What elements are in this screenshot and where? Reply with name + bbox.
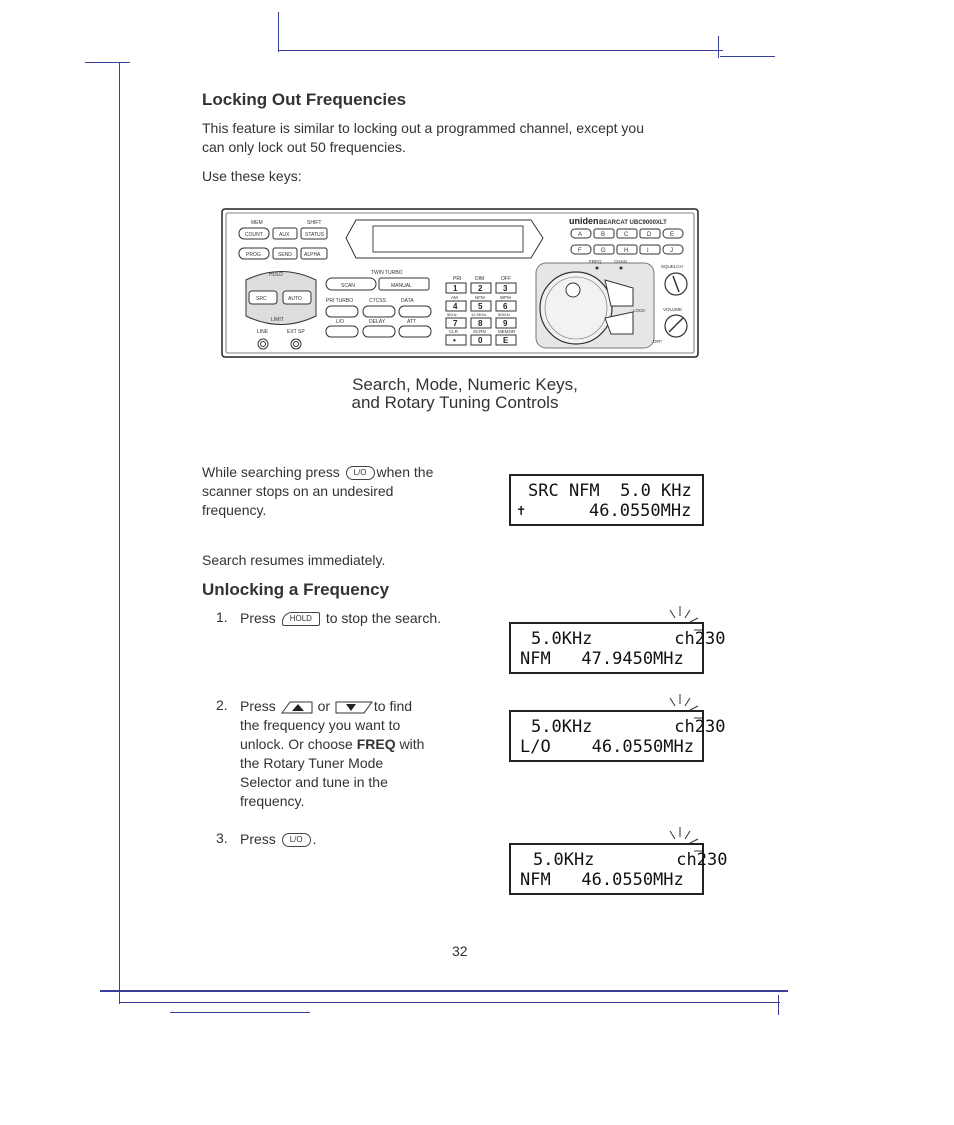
search-text-line-2: scanner stops on an undesired — [202, 483, 394, 499]
key-auto: AUTO — [288, 296, 302, 302]
step-1-text: Press HOLD to stop the search. — [240, 610, 441, 626]
lcd-display-search — [509, 474, 704, 526]
step-2-line-3: unlock. Or choose FREQ with — [240, 736, 425, 752]
step-2-line-4: the Rotary Tuner Mode — [240, 755, 384, 771]
step-3-number: 3. — [216, 830, 228, 846]
key-send: SEND — [278, 252, 292, 258]
scan-edge-bottom2 — [120, 1002, 780, 1003]
label-att: ATT — [407, 319, 417, 325]
figure-caption-line-1: Search, Mode, Numeric Keys, — [352, 375, 578, 394]
key-aux: AUX — [279, 232, 290, 238]
label-shift: SHIFT — [307, 220, 322, 226]
intro-line-2: can only lock out 50 frequencies. — [202, 139, 406, 155]
step-2-line-6: frequency. — [240, 793, 305, 809]
search-text-line-1: While searching press L/O when the — [202, 464, 434, 480]
alpha-key-f: F — [578, 248, 582, 254]
step-2-line-2: the frequency you want to — [240, 717, 401, 733]
flash-indicator-icon — [650, 692, 710, 732]
lo-key-icon: L/O — [282, 833, 311, 847]
up-arrow-key-icon — [280, 700, 314, 714]
lo-key-icon: L/O — [346, 466, 375, 480]
label-squelch: SQUELCH — [661, 264, 683, 269]
alpha-key-i: I — [647, 248, 649, 254]
label-dim: DIM — [475, 276, 485, 282]
num-key-2: 2 — [478, 284, 483, 293]
num-key-0: 0 — [478, 336, 483, 345]
alpha-key-j: J — [670, 248, 673, 254]
step-2-number: 2. — [216, 697, 228, 713]
num-key-e: E — [503, 336, 509, 345]
num-key-5: 5 — [478, 302, 483, 311]
key-src: SRC — [256, 296, 267, 302]
label-pri-turbo: PRI TURBO — [326, 298, 354, 304]
label-ctcss: CTCSS — [369, 298, 386, 304]
scan-edge-left — [119, 62, 120, 1004]
label-clr: CLR — [449, 329, 459, 334]
lcd1-line-1: SRC NFM 5.0 KHz — [528, 481, 692, 501]
label-50khz: 50KHz — [498, 312, 511, 317]
alpha-key-a: A — [578, 232, 583, 238]
alpha-key-e: E — [670, 232, 675, 238]
scan-edge-bottom — [100, 990, 788, 992]
page-number: 32 — [452, 943, 468, 959]
num-key-8: 8 — [478, 319, 483, 328]
alpha-key-c: C — [624, 232, 629, 238]
label-twin-turbo: TWIN TURBO — [371, 270, 403, 276]
label-am: AM — [451, 295, 458, 300]
label-data: DATA — [401, 298, 414, 304]
label-5khz: 5KHz — [447, 312, 457, 317]
search-text-line-3: frequency. — [202, 502, 267, 518]
alpha-key-g: G — [601, 248, 606, 254]
alpha-key-d: D — [647, 232, 652, 238]
scan-edge-bottom3 — [170, 1012, 310, 1013]
scan-edge-top-right2 — [720, 56, 775, 57]
label-wfm: WFM — [500, 295, 511, 300]
down-arrow-key-icon — [334, 700, 374, 714]
num-key-4: 4 — [453, 302, 458, 311]
key-alpha: ALPHA — [304, 252, 321, 258]
lcd3-line-1: 5.0KHz ch230 — [531, 717, 726, 737]
key-limit-label: LIMIT — [271, 317, 284, 323]
lcd3-line-2: L/O 46.0550MHz — [520, 737, 694, 757]
lcd2-line-2: NFM 47.9450MHz — [520, 649, 684, 669]
label-off: OFF — [501, 276, 511, 282]
label-12khz: 12.5KHz — [471, 312, 487, 317]
label-freq: FREQ — [589, 259, 602, 264]
brand-logo-text: uniden — [569, 216, 599, 226]
lcd4-line-1: 5.0KHz ch230 — [533, 850, 728, 870]
scan-edge-left-top — [85, 62, 130, 63]
num-key-1: 1 — [453, 284, 458, 293]
label-delay: DELAY — [369, 319, 386, 325]
key-manual: MANUAL — [391, 283, 412, 289]
num-key-6: 6 — [503, 302, 508, 311]
alpha-key-b: B — [601, 232, 606, 238]
key-count: COUNT — [245, 232, 263, 238]
label-mem: MEM — [251, 220, 263, 226]
label-pri: PRI — [453, 276, 462, 282]
num-key-dot: • — [453, 336, 456, 345]
label-nfm: NFM — [475, 295, 485, 300]
use-keys-text: Use these keys: — [202, 168, 302, 184]
label-memor: MEMOR — [498, 329, 516, 334]
num-key-3: 3 — [503, 284, 508, 293]
alpha-key-h: H — [624, 248, 629, 254]
key-hold-label: HOLD — [269, 272, 283, 278]
scan-edge-right — [778, 995, 779, 1015]
scan-edge-top — [278, 50, 723, 51]
step-1-number: 1. — [216, 609, 228, 625]
label-volume: VOLUME — [663, 307, 683, 312]
lcd1-line-2: 46.0550MHz — [589, 501, 692, 521]
label-ext-sp: EXT SP — [287, 329, 305, 335]
scan-edge-top-right — [718, 36, 719, 58]
label-line: LINE — [257, 329, 269, 335]
label-lo: L/O — [336, 319, 345, 325]
num-key-7: 7 — [453, 319, 458, 328]
intro-line-1: This feature is similar to locking out a programmed channel, except you — [202, 120, 644, 136]
step-2-line-5: Selector and tune in the — [240, 774, 388, 790]
num-key-9: 9 — [503, 319, 508, 328]
figure-caption-line-2: and Rotary Tuning Controls — [351, 393, 559, 412]
key-prog: PROG — [246, 252, 261, 258]
label-chan: CHAN — [614, 259, 627, 264]
lcd1-arrow-icon: ✝ — [517, 503, 526, 519]
key-scan: SCAN — [341, 283, 355, 289]
flash-indicator-icon — [650, 825, 710, 865]
hold-key-icon: HOLD — [282, 612, 320, 626]
step-2-line-1: Press or to find — [240, 698, 413, 714]
scan-edge-top-tick — [278, 12, 279, 52]
lcd4-line-2: NFM 46.0550MHz — [520, 870, 684, 890]
search-resumes-text: Search resumes immediately. — [202, 552, 386, 568]
section-heading-locking: Locking Out Frequencies — [202, 90, 407, 109]
scanner-panel-illustration — [221, 208, 699, 358]
step-3-text: Press L/O . — [240, 831, 317, 847]
key-status: STATUS — [305, 232, 324, 238]
label-vol-off: OFF — [653, 339, 662, 344]
flash-indicator-icon — [650, 604, 710, 644]
model-text: BEARCAT UBC9000XLT — [599, 220, 667, 226]
lcd2-line-1: 5.0KHz ch230 — [531, 629, 726, 649]
label-scrn: SCRN — [473, 329, 486, 334]
label-lock: LOCK — [633, 308, 646, 313]
section-heading-unlocking: Unlocking a Frequency — [202, 580, 390, 599]
